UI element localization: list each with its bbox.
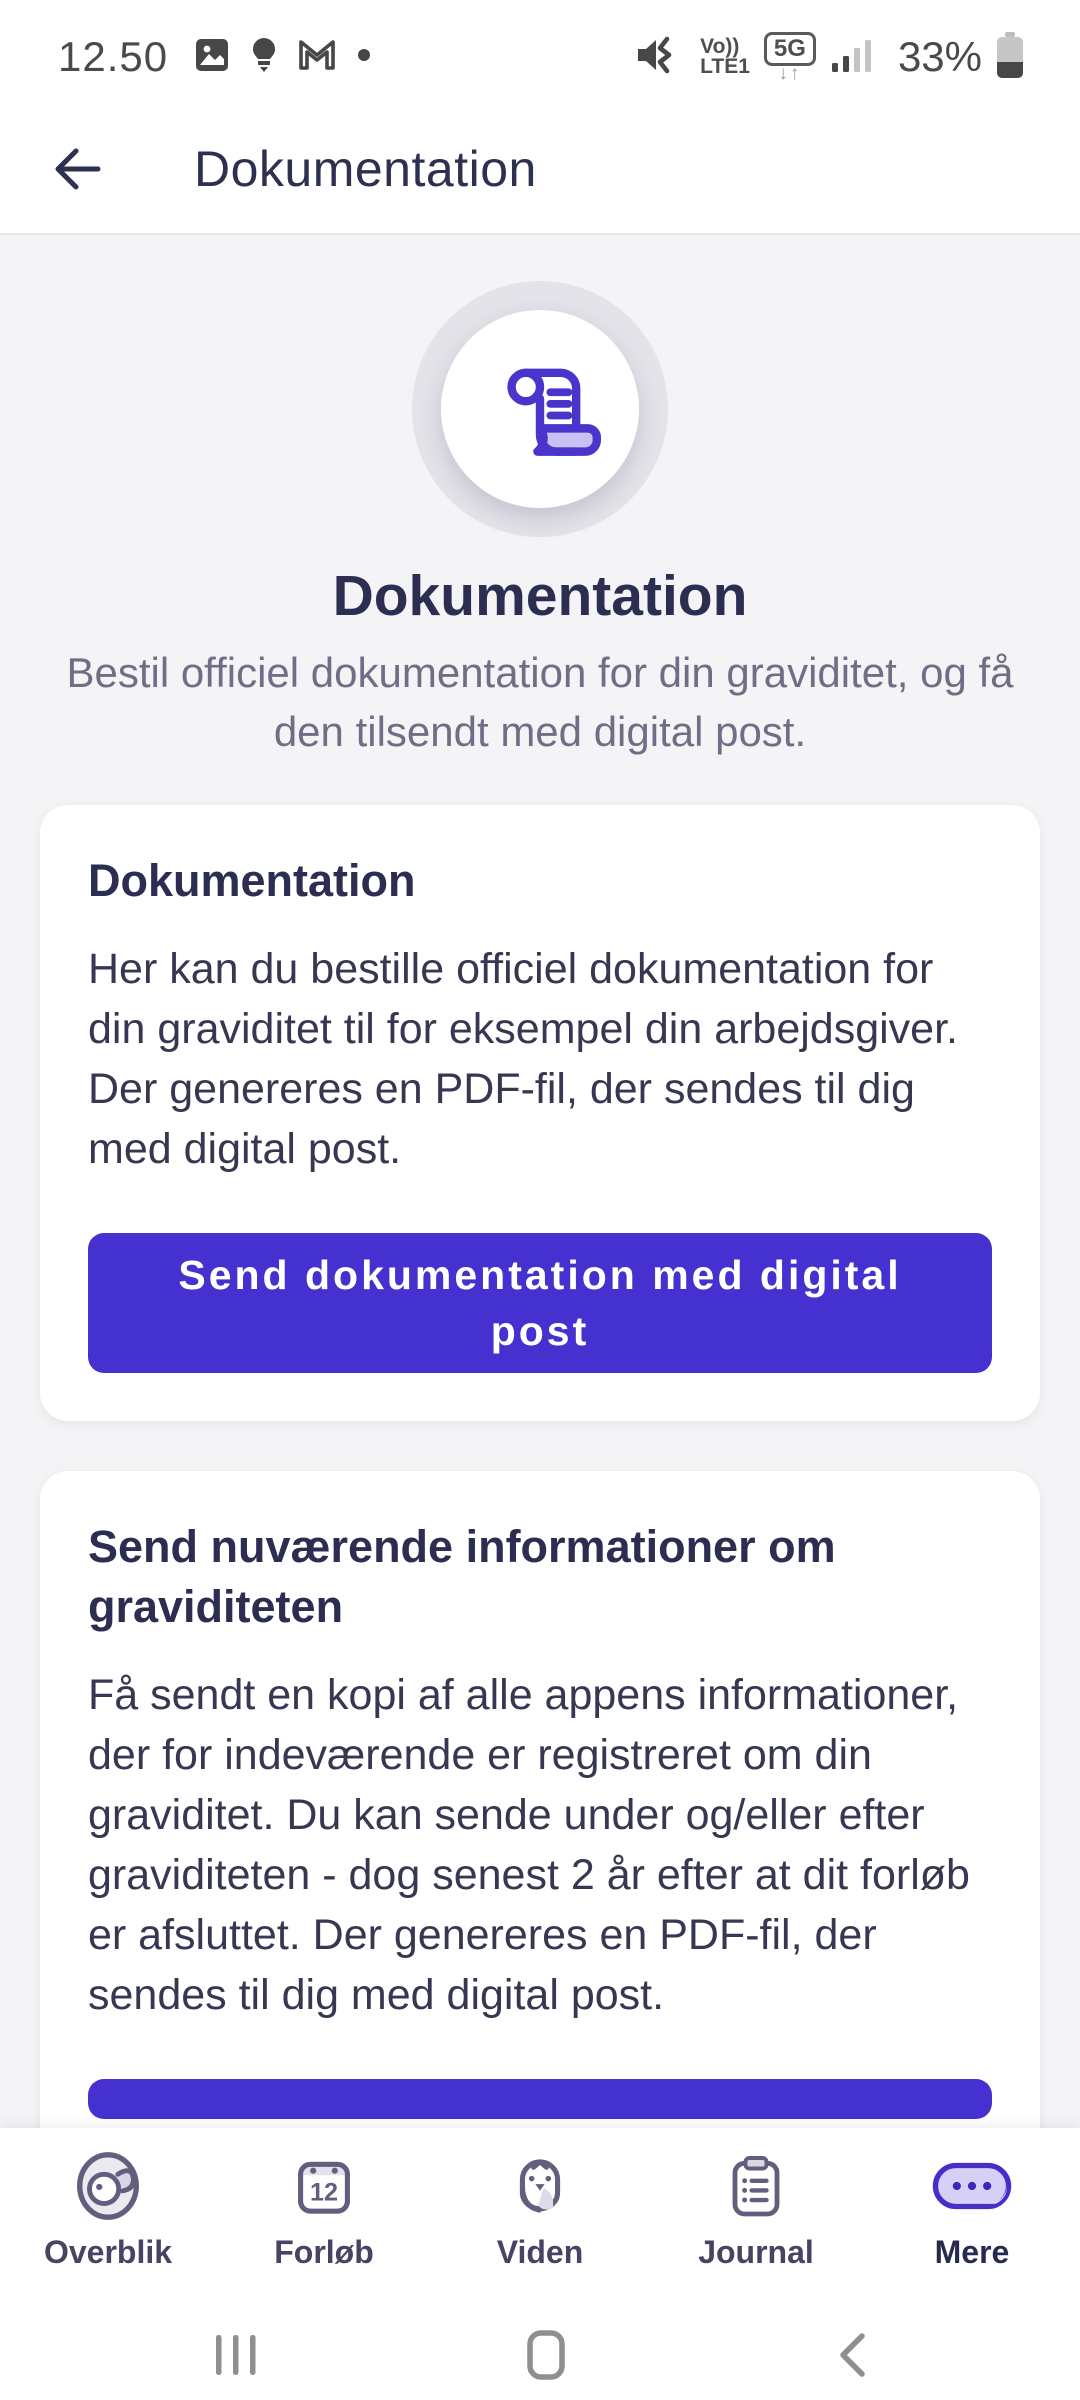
nav-label: Overblik bbox=[43, 2234, 173, 2270]
home-button[interactable] bbox=[522, 2329, 570, 2381]
documentation-card bbox=[40, 805, 1040, 1421]
nav-label: Viden bbox=[496, 2234, 584, 2270]
hero-icon-circle bbox=[441, 310, 639, 508]
nav-item-overblik[interactable] bbox=[0, 2128, 216, 2310]
nav-item-mere[interactable] bbox=[864, 2128, 1080, 2310]
send-current-info-card bbox=[40, 1471, 1040, 2172]
status-bar bbox=[0, 0, 1080, 104]
arrow-left-icon bbox=[48, 143, 104, 195]
volte-indicator: Vo)) LTE1 bbox=[700, 35, 750, 78]
photo-icon bbox=[194, 37, 230, 78]
send-documentation-button[interactable]: Send dokumentation med digital post bbox=[88, 1233, 992, 1373]
hero-title: Dokumentation bbox=[332, 564, 748, 628]
notification-dot-icon bbox=[356, 47, 372, 68]
app-bar bbox=[0, 104, 1080, 235]
android-back-button[interactable] bbox=[832, 2329, 872, 2381]
calendar-icon bbox=[288, 2147, 360, 2225]
hero-subtitle: Bestil officiel dokumentation for din graviditet, og få den tilsendt med digital post. bbox=[66, 649, 1014, 755]
scroll-document-icon bbox=[478, 347, 602, 471]
card-body-text: Få sendt en kopi af alle appens informationer, der for indeværende er registreret om din graviditet. Du kan sende under og/eller efter graviditeten - dog senest 2 år efter at dit forløb er afsluttet. Der genereres en PDF-fil, der sendes til dig med digital post. bbox=[88, 1671, 970, 2019]
nav-item-viden[interactable] bbox=[432, 2128, 648, 2310]
battery-percent: 33% bbox=[897, 33, 982, 80]
5g-network-icon: 5G ↓↑ bbox=[764, 32, 816, 82]
recents-button[interactable] bbox=[212, 2330, 260, 2380]
nav-item-forlob[interactable] bbox=[216, 2128, 432, 2310]
signal-strength-icon bbox=[830, 35, 878, 80]
nav-label: Journal bbox=[698, 2234, 814, 2270]
send-info-button-partial[interactable] bbox=[88, 2079, 992, 2119]
battery-icon bbox=[996, 31, 1024, 84]
clock: 12.50 bbox=[58, 33, 169, 80]
lightbulb-icon bbox=[250, 36, 278, 79]
embryo-icon bbox=[69, 2146, 147, 2226]
clipboard-icon bbox=[721, 2147, 791, 2225]
volume-muted-vibrate-icon bbox=[634, 35, 686, 80]
bottom-navigation bbox=[0, 2128, 1080, 2310]
hero-icon-ring bbox=[412, 281, 668, 537]
home-icon bbox=[522, 2329, 570, 2381]
nav-label: Forløb bbox=[274, 2234, 374, 2270]
android-navigation-bar bbox=[0, 2310, 1080, 2400]
svg-text:12: 12 bbox=[309, 2178, 339, 2207]
card-title: Dokumentation bbox=[88, 855, 416, 906]
hero-section bbox=[0, 235, 1080, 761]
back-icon bbox=[832, 2329, 872, 2381]
card-title: Send nuværende informationer om graviditeten bbox=[88, 1521, 836, 1632]
card-body-text: Her kan du bestille officiel dokumentation for din graviditet til for eksempel din arbejdsgiver. Der genereres en PDF-fil, der sendes til dig med digital post. bbox=[88, 945, 958, 1173]
recents-icon bbox=[212, 2330, 260, 2380]
page-title: Dokumentation bbox=[194, 140, 537, 197]
gmail-icon bbox=[298, 39, 336, 76]
owl-icon bbox=[503, 2146, 577, 2226]
ellipsis-pill-icon bbox=[931, 2159, 1013, 2213]
nav-item-journal[interactable] bbox=[648, 2128, 864, 2310]
back-button[interactable] bbox=[48, 142, 106, 196]
nav-label: Mere bbox=[934, 2234, 1010, 2270]
